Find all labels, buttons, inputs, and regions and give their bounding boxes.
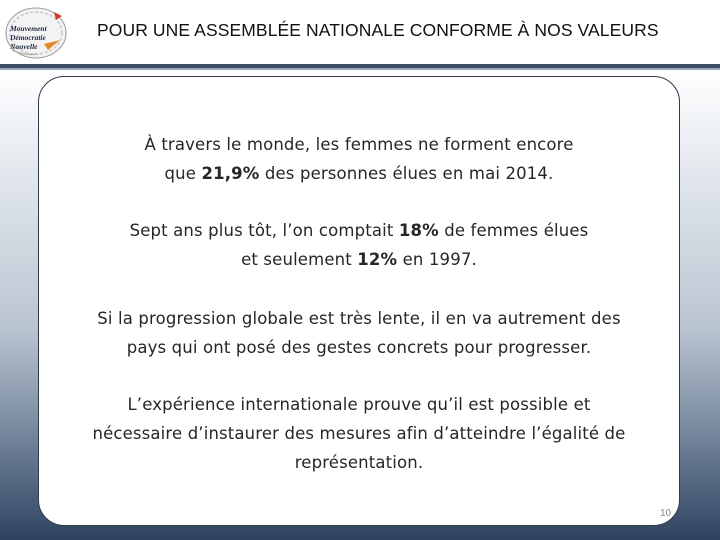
slide-title: POUR UNE ASSEMBLÉE NATIONALE CONFORME À NOS VALEURS [97,20,659,40]
logo-line-2: Démocratie [10,33,46,42]
logo-line-1: Mouvement [10,24,47,33]
paragraph-line [44,245,674,274]
paragraph-line [44,130,674,159]
highlight-percentage: 18% [398,221,439,240]
slide-header [0,0,720,66]
paragraph-line: pays qui ont posé des gestes concrets pour progresser. [126,338,592,357]
paragraph-line [44,216,674,245]
highlight-percentage: 12% [357,250,398,269]
logo-text [10,24,66,51]
paragraph-line: représentation. [294,453,424,472]
text-run: des personnes élues en mai 2014. [259,164,554,183]
paragraph-line [44,159,674,188]
paragraph-women-share-2014 [44,130,674,188]
text-run: de femmes élues [438,221,589,240]
text-run: et seulement [241,250,358,269]
text-run: Sept ans plus tôt, l’on comptait [129,221,399,240]
header-rule-accent [0,68,720,70]
highlight-percentage: 21,9% [201,164,260,183]
paragraph-earlier-figures [44,216,674,274]
logo-line-3: Nouvelle [10,42,38,51]
paragraph-line: L’expérience internationale prouve qu’il est possible et [127,395,591,414]
paragraph-progression [44,304,674,362]
text-run: que [164,164,202,183]
text-run: en 1997. [397,250,477,269]
paragraph-line: nécessaire d’instaurer des mesures afin d’atteindre l’égalité de [92,424,626,443]
paragraph-international-experience [44,390,674,477]
slide-number: 10 [660,508,672,519]
paragraph-line: Si la progression globale est très lente, il en va autrement des [97,309,621,328]
text-run: À travers le monde, les femmes ne forment encore [144,135,574,154]
